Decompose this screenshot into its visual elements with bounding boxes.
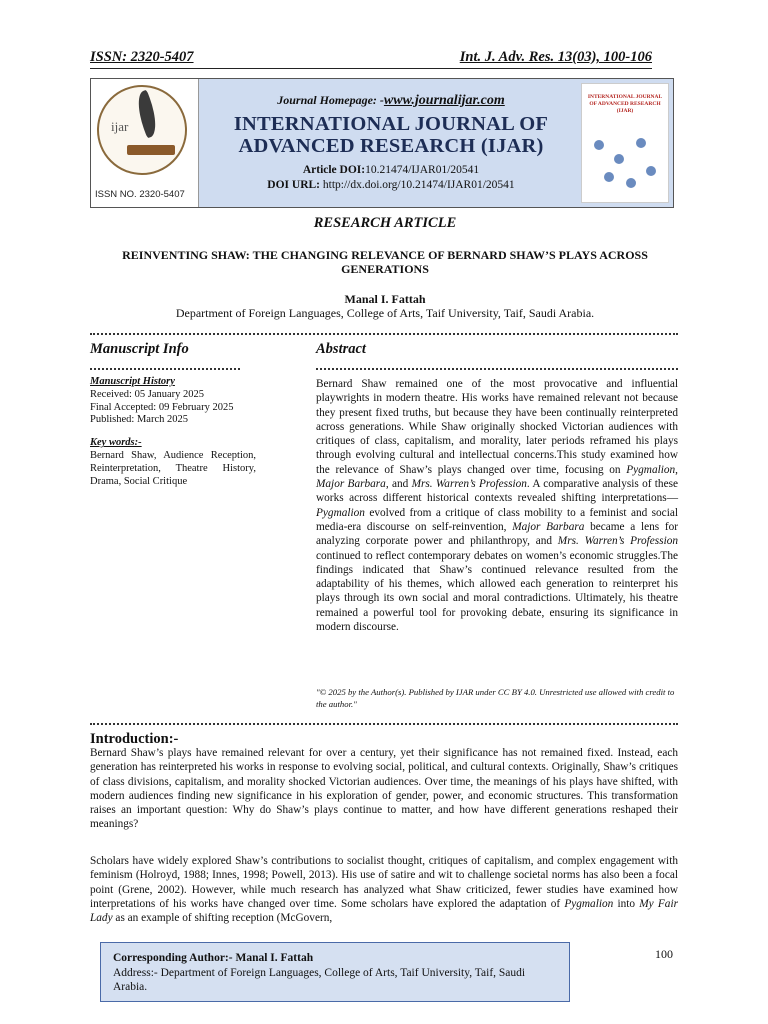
paper-title-line1: REINVENTING SHAW: THE CHANGING RELEVANCE OF BERNARD SHAW’S PLAYS ACROSS	[122, 248, 648, 262]
article-type: RESEARCH ARTICLE	[313, 215, 457, 231]
homepage-link[interactable]: www.journalijar.com	[383, 93, 505, 108]
abstract-divider	[316, 368, 678, 370]
journal-banner	[90, 78, 674, 208]
header-rule	[90, 68, 652, 69]
keywords-label: Key words:-	[90, 437, 142, 449]
journal-name	[201, 113, 581, 157]
abstract-heading: Abstract	[316, 341, 366, 357]
author-name: Manal I. Fattah	[344, 292, 426, 306]
doi-block	[201, 163, 581, 193]
history-label: Manuscript History	[90, 376, 175, 387]
doi-url-label: DOI URL:	[267, 179, 321, 191]
citation-label: Int. J. Adv. Res. 13(03), 100-106	[459, 49, 652, 65]
keywords: Bernard Shaw, Audience Reception, Reinterpretation, Theatre History, Drama, Social Critique	[90, 449, 256, 487]
banner-center	[201, 79, 581, 207]
issn-label: ISSN: 2320-5407	[90, 49, 194, 65]
author-affiliation: Department of Foreign Languages, College of Arts, Taif University, Taif, Saudi Arabia.	[175, 306, 595, 320]
abstract-text: Bernard Shaw remained one of the most provocative and influential playwrights in modern theatre. His works have remained relevant not because they present fixed truths, but because they have been continually reinterpreted across generations. While Shaw originally shocked Victorian audiences with critiques of class, capitalism, and morality, later periods reframed his plays through evolving cultural and intellectual concerns.This study examined how the relevance of Shaw’s plays changed over time, focusing on Pygmalion, Major Barbara, and Mrs. Warren’s Profession. A comparative analysis of these works across different historical contexts revealed shifting interpretations—Pygmalion evolved from a critique of class mobility to a feminist and social media-era discourse on self-reinvention, Major Barbara became a lens for analyzing corporate power and philanthropy, and Mrs. Warren’s Profession continued to reflect contemporary debates on women’s economic struggles.The findings indicated that Shaw’s continued relevance resulted from the adaptability of his themes, which allowed each generation to reinterpret his plays through its own social and moral contradictions. Ultimately, his theatre remained a powerful tool for provoking debate, ensuring its significance in modern discourse.	[316, 378, 679, 634]
running-header	[90, 44, 652, 66]
journal-name-line2: ADVANCED RESEARCH (IJAR)	[238, 135, 544, 157]
book-icon	[127, 145, 175, 155]
cover-title: INTERNATIONAL JOURNAL OF ADVANCED RESEARCH (IJAR)	[587, 94, 663, 114]
license-note: "© 2025 by the Author(s). Published by IJAR under CC BY 4.0. Unrestricted use allowed with credit to the author."	[316, 687, 675, 709]
manuscript-info	[90, 376, 256, 488]
molecule-graphic	[590, 134, 662, 194]
corresponding-author: Corresponding Author:- Manal I. Fattah	[113, 952, 314, 964]
introduction-heading: Introduction:-	[90, 731, 179, 747]
paper-title	[90, 248, 680, 276]
journal-name-line1: INTERNATIONAL JOURNAL OF	[233, 113, 549, 135]
doi-url-link[interactable]: http://dx.doi.org/10.21474/IJAR01/20541	[322, 179, 515, 191]
section-divider	[90, 723, 678, 725]
journal-logo	[91, 79, 199, 207]
manuscript-info-heading: Manuscript Info	[90, 341, 189, 357]
journal-homepage	[201, 93, 581, 109]
logo-issn: ISSN NO. 2320-5407	[95, 189, 185, 200]
page-number: 100	[655, 947, 673, 961]
manuscript-divider	[90, 368, 240, 370]
journal-cover-image	[581, 83, 669, 203]
published-date: Published: March 2025	[90, 414, 188, 426]
homepage-label: Journal Homepage: -	[277, 93, 384, 107]
paper-title-line2: GENERATIONS	[341, 262, 429, 276]
intro-paragraph-1: Bernard Shaw’s plays have remained relevant for over a century, yet their significance has not remained fixed. Instead, each generation has reinterpreted his works in response to evolving social, political, and cultural contexts. Originally, Shaw’s critiques of class divisions, capitalism, and morality shocked Victorian audiences. Over time, the meanings of his plays have shifted, with modern audiences finding new significance in his exploration of gender, power, and economic structures. This transformation raises an important question: Why do Shaw’s plays continue to matter, and how have different generations reshaped their meanings?	[90, 747, 678, 831]
article-doi-label: Article DOI:	[302, 164, 366, 176]
article-doi: 10.21474/IJAR01/20541	[365, 164, 480, 176]
intro-paragraph-2: Scholars have widely explored Shaw’s contributions to socialist thought, critiques of capitalism, and complex engagement with feminism (Holroyd, 1988; Innes, 1998; Powell, 2013). His use of satire and wit to challenge societal norms has also been a focal point (Grene, 2002). However, while much research has analyzed what Shaw criticized, fewer studies have examined how interpretations of his works have changed over time. Some scholars have explored the adaptation of Pygmalion into My Fair Lady as an example of shifting reception (McGovern,	[90, 855, 678, 925]
logo-text: ijar	[111, 119, 129, 134]
corresponding-author-box	[100, 942, 570, 1002]
accepted-date: Final Accepted: 09 February 2025	[90, 401, 234, 413]
section-divider	[90, 333, 678, 335]
author-address: Address:- Department of Foreign Languages, College of Arts, Taif University, Taif, Saudi Arabia.	[113, 966, 526, 993]
received-date: Received: 05 January 2025	[90, 388, 205, 400]
